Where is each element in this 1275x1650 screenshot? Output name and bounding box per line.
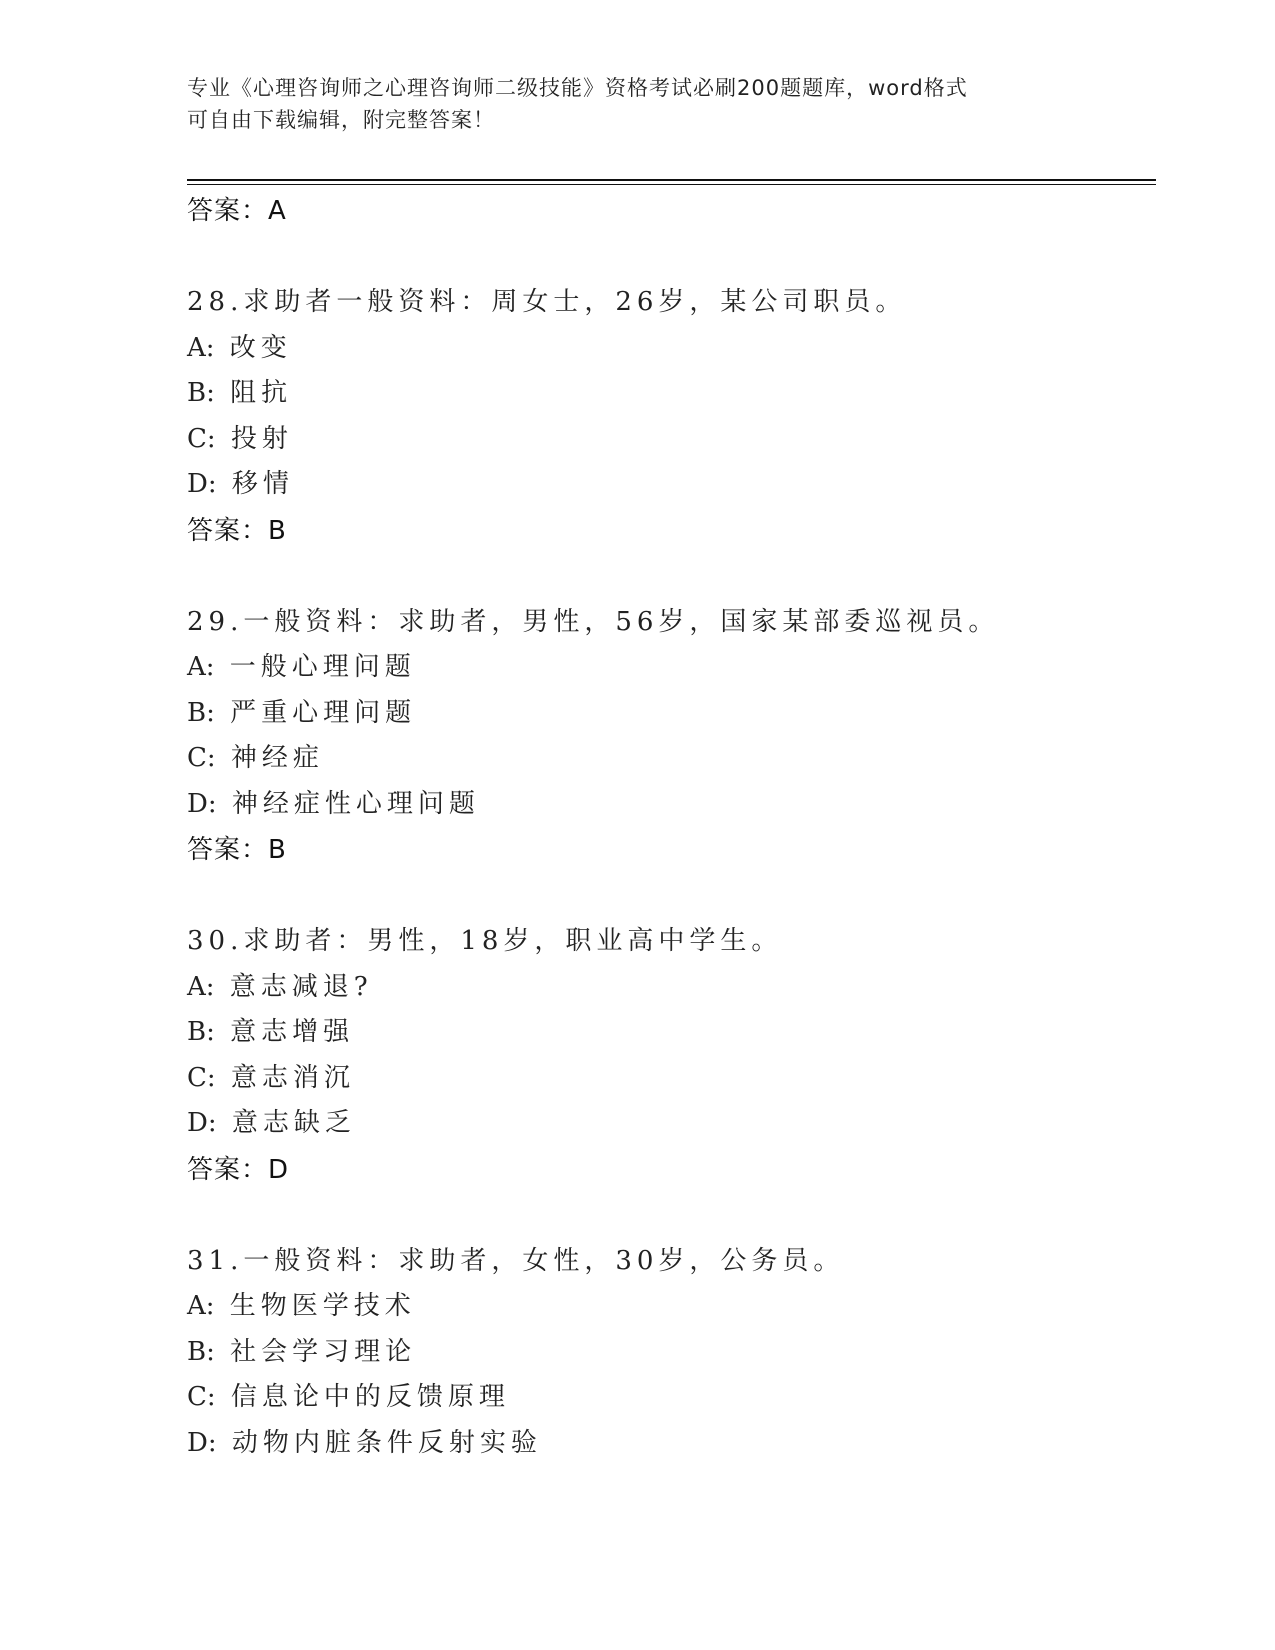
option-d xyxy=(187,1421,1156,1467)
question-item xyxy=(187,280,1156,554)
option-letter: C xyxy=(187,1062,207,1093)
option-c xyxy=(187,1375,1156,1421)
option-letter: A xyxy=(187,971,206,1002)
option-letter: D xyxy=(187,469,208,499)
question-item xyxy=(187,600,1156,874)
option-separator: : xyxy=(206,378,215,408)
option-letter: D xyxy=(187,1108,208,1138)
option-a xyxy=(187,645,1156,691)
option-c xyxy=(187,417,1156,463)
option-b xyxy=(187,371,1156,417)
question-item xyxy=(187,1239,1156,1467)
option-letter: B xyxy=(187,378,207,408)
option-text: 动物内脏条件反射实验 xyxy=(231,1427,542,1458)
option-text: 社会学习理论 xyxy=(230,1336,417,1367)
option-text: 投射 xyxy=(230,423,293,454)
option-separator: : xyxy=(206,1336,215,1367)
option-separator: : xyxy=(206,1382,216,1412)
answer-line: 答案：B xyxy=(187,515,287,546)
option-separator: : xyxy=(207,1427,217,1458)
option-text: 阻抗 xyxy=(230,378,293,408)
option-text: 神经症 xyxy=(230,743,324,773)
option-text: 意志增强 xyxy=(230,1017,355,1047)
option-text: 移情 xyxy=(231,469,294,499)
option-separator: : xyxy=(205,332,215,363)
option-letter: A xyxy=(187,652,206,682)
option-d xyxy=(187,1101,1156,1147)
header-divider-thin xyxy=(187,184,1156,185)
option-text: 信息论中的反馈原理 xyxy=(230,1382,510,1412)
option-separator: : xyxy=(206,743,216,773)
option-a xyxy=(187,965,1156,1011)
option-text: 意志消沉 xyxy=(230,1062,355,1093)
option-b xyxy=(187,1330,1156,1376)
answer-line: 答案：D xyxy=(187,1154,290,1185)
option-text: 严重心理问题 xyxy=(230,697,417,728)
question-stem: 29.一般资料：求助者，男性，56岁，国家某部委巡视员。 xyxy=(187,606,1000,637)
option-c xyxy=(187,1056,1156,1102)
option-separator: : xyxy=(205,652,215,682)
answer-line: 答案：B xyxy=(187,835,287,865)
option-text: 一般心理问题 xyxy=(229,652,416,682)
option-letter: D xyxy=(187,788,208,819)
option-letter: A xyxy=(187,1291,206,1321)
option-separator: : xyxy=(207,788,217,819)
option-letter: A xyxy=(187,332,206,363)
option-d xyxy=(187,782,1156,828)
header-line-2: 可自由下载编辑，附完整答案！ xyxy=(187,108,495,132)
header-divider-thick xyxy=(187,179,1156,181)
option-text: 神经症性心理问题 xyxy=(231,788,480,819)
option-separator: : xyxy=(205,971,215,1002)
document-header xyxy=(187,72,1087,136)
question-list xyxy=(187,188,1156,1466)
option-separator: : xyxy=(206,1062,216,1093)
option-text: 改变 xyxy=(229,332,292,363)
option-letter: C xyxy=(187,743,207,773)
header-line-1: 专业《心理咨询师之心理咨询师二级技能》资格考试必刷200题题库，word格式 xyxy=(187,76,968,100)
option-letter: B xyxy=(187,1017,207,1047)
option-separator: : xyxy=(205,1291,215,1321)
question-stem: 31.一般资料：求助者，女性，30岁，公务员。 xyxy=(187,1245,845,1276)
option-b xyxy=(187,1010,1156,1056)
question-stem: 30.求助者：男性，18岁，职业高中学生。 xyxy=(187,926,783,956)
option-separator: : xyxy=(206,697,215,728)
option-a xyxy=(187,326,1156,372)
question-stem: 28.求助者一般资料：周女士，26岁，某公司职员。 xyxy=(187,287,907,317)
option-text: 生物医学技术 xyxy=(229,1291,416,1321)
option-text: 意志缺乏 xyxy=(231,1108,356,1138)
option-letter: B xyxy=(187,697,207,728)
option-letter: D xyxy=(187,1427,208,1458)
option-separator: : xyxy=(207,469,217,499)
option-text: 意志减退? xyxy=(229,971,373,1002)
option-separator: : xyxy=(206,423,216,454)
option-a xyxy=(187,1284,1156,1330)
option-letter: C xyxy=(187,1382,207,1412)
option-b xyxy=(187,691,1156,737)
option-separator: : xyxy=(206,1017,215,1047)
option-letter: B xyxy=(187,1336,207,1367)
option-letter: C xyxy=(187,423,207,454)
answer-line: 答案：A xyxy=(187,196,287,226)
question-item xyxy=(187,919,1156,1193)
option-separator: : xyxy=(207,1108,217,1138)
option-c xyxy=(187,736,1156,782)
option-d xyxy=(187,462,1156,508)
